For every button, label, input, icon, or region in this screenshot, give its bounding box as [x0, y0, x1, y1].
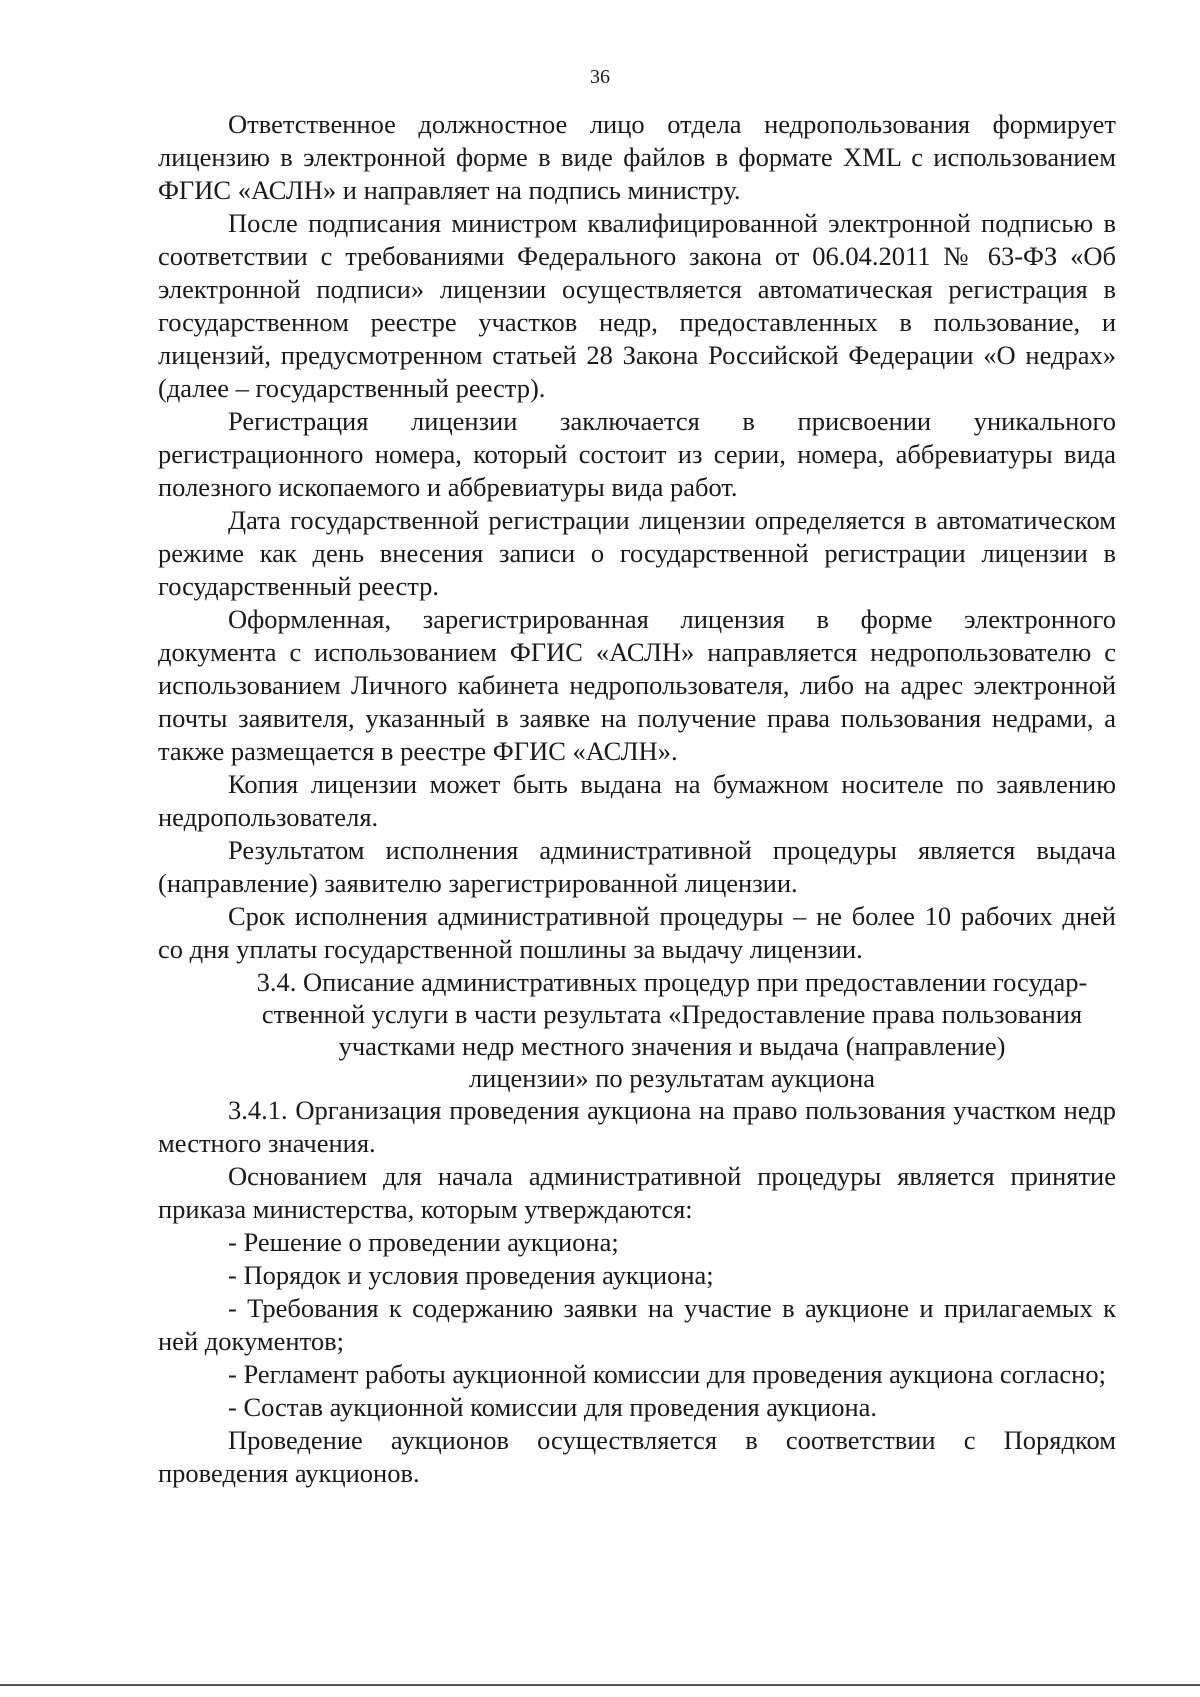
- paragraph: Ответственное должностное лицо отдела недропользования формирует лицензию в электронной форме в виде файлов в формате XML с использованием ФГИС «АСЛН» и направляет на подпись министру.: [158, 109, 1116, 205]
- list-item: - Требования к содержанию заявки на участие в аукционе и прилагаемых к ней документов;: [158, 1293, 1116, 1356]
- paragraph: Результатом исполнения административной процедуры является выдача (направление) заявителю зарегистрированной лицензии.: [158, 835, 1116, 898]
- page-bottom-edge: [0, 1684, 1200, 1686]
- paragraph: Регистрация лицензии заключается в присвоении уникального регистрационного номера, который состоит из серии, номера, аббревиатуры вида полезного ископаемого и аббревиатуры вида работ.: [158, 406, 1116, 502]
- paragraph: После подписания министром квалифицированной электронной подписью в соответствии с требованиями Федерального закона от 06.04.2011 № 63-ФЗ «Об электронной подписи» лицензии осуществляется автоматическая регистрация в государственном реестре участков недр, предоставленных в пользование, и лицензий, предусмотренном статьей 28 Закона Российской Федерации «О недрах» (далее – государственный реестр).: [158, 208, 1116, 403]
- list-item: - Регламент работы аукционной комиссии для проведения аукциона согласно;: [228, 1359, 1106, 1389]
- section-heading-line: участками недр местного значения и выдача (направление): [338, 1031, 1006, 1061]
- paragraph: Проведение аукционов осуществляется в соответствии с Порядком проведения аукционов.: [158, 1425, 1116, 1488]
- section-heading-line: 3.4. Описание административных процедур при предоставлении государ-: [256, 967, 1088, 997]
- paragraph: Основанием для начала административной процедуры является принятие приказа министерства, которым утверждаются:: [158, 1161, 1116, 1224]
- paragraph: Копия лицензии может быть выдана на бумажном носителе по заявлению недропользователя.: [158, 769, 1116, 832]
- section-heading: [158, 966, 1116, 1094]
- paragraph: Дата государственной регистрации лицензии определяется в автоматическом режиме как день внесения записи о государственной регистрации лицензии в государственный реестр.: [158, 505, 1116, 601]
- paragraph: 3.4.1. Организация проведения аукциона на право пользования участком недр местного значения.: [158, 1095, 1116, 1158]
- section-heading-line: лицензии» по результатам аукциона: [468, 1063, 876, 1093]
- list-item: - Решение о проведении аукциона;: [228, 1227, 619, 1257]
- list-item: - Порядок и условия проведения аукциона;: [228, 1260, 714, 1290]
- paragraph: Оформленная, зарегистрированная лицензия в форме электронного документа с использованием ФГИС «АСЛН» направляется недропользователю с использованием Личного кабинета недропользователя, либо на адрес электронной почты заявителя, указанный в заявке на получение права пользования недрами, а также размещается в реестре ФГИС «АСЛН».: [158, 604, 1116, 766]
- list-item: - Состав аукционной комиссии для проведения аукциона.: [228, 1392, 878, 1422]
- paragraph: Срок исполнения административной процедуры – не более 10 рабочих дней со дня уплаты государственной пошлины за выдачу лицензии.: [158, 901, 1116, 964]
- document-body: [158, 108, 1116, 1490]
- page-number: 36: [590, 66, 610, 88]
- section-heading-line: ственной услуги в части результата «Предоставление права пользования: [261, 999, 1083, 1029]
